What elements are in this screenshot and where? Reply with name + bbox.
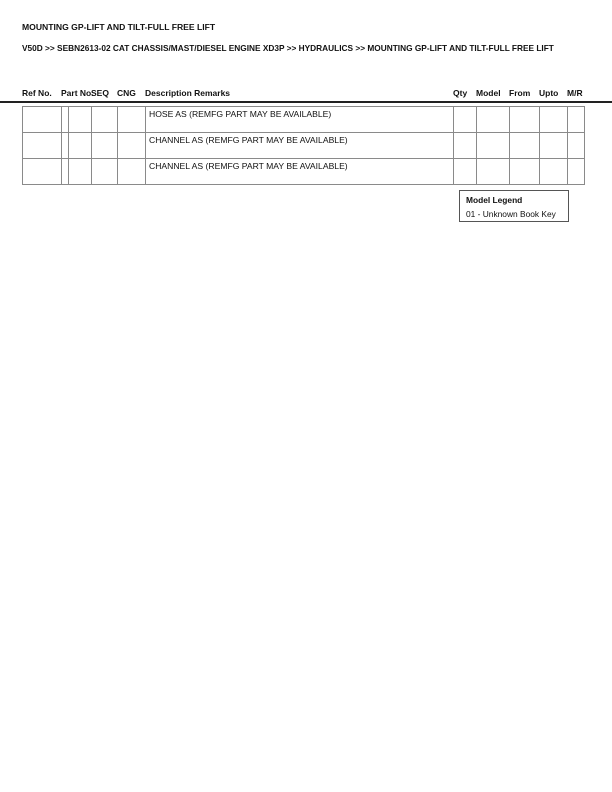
table-cell	[118, 133, 146, 159]
table-cell	[477, 159, 510, 185]
table-cell	[540, 133, 568, 159]
table-cell	[23, 159, 62, 185]
table-cell	[62, 107, 69, 133]
table-cell	[568, 107, 585, 133]
col-header-ref-no: Ref No.	[22, 88, 52, 98]
model-legend-title: Model Legend	[466, 195, 523, 205]
description-cell: HOSE AS (REMFG PART MAY BE AVAILABLE)	[146, 107, 454, 133]
description-cell: CHANNEL AS (REMFG PART MAY BE AVAILABLE)	[146, 133, 454, 159]
col-header-upto: Upto	[539, 88, 559, 98]
table-row	[23, 159, 585, 185]
table-row	[23, 133, 585, 159]
header-divider	[0, 101, 612, 103]
col-header-from: From	[509, 88, 531, 98]
col-header-part-no: Part No.	[61, 88, 94, 98]
table-cell	[510, 133, 540, 159]
table-row	[23, 107, 585, 133]
table-cell	[540, 159, 568, 185]
table-cell	[510, 159, 540, 185]
parts-table	[22, 106, 585, 185]
page-title: MOUNTING GP-LIFT AND TILT-FULL FREE LIFT	[22, 22, 216, 32]
table-cell	[92, 133, 118, 159]
col-header-seq: SEQ	[91, 88, 109, 98]
table-cell	[92, 159, 118, 185]
col-header-mr: M/R	[567, 88, 583, 98]
table-cell	[568, 133, 585, 159]
table-cell	[69, 159, 92, 185]
table-cell	[454, 107, 477, 133]
table-cell	[477, 107, 510, 133]
table-cell	[477, 133, 510, 159]
model-legend	[459, 190, 569, 222]
table-cell	[62, 159, 69, 185]
table-cell	[23, 133, 62, 159]
col-header-description: Description Remarks	[145, 88, 231, 98]
table-cell	[454, 159, 477, 185]
table-cell	[92, 107, 118, 133]
table-cell	[62, 133, 69, 159]
col-header-qty: Qty	[453, 88, 468, 98]
breadcrumb: V50D >> SEBN2613-02 CAT CHASSIS/MAST/DIESEL ENGINE XD3P >> HYDRAULICS >> MOUNTING GP-LIFT AND TILT-FULL FREE LIFT	[22, 43, 554, 53]
parts-table-body	[23, 107, 585, 185]
table-cell	[454, 133, 477, 159]
model-legend-entry: 01 - Unknown Book Key	[466, 209, 556, 219]
table-cell	[118, 107, 146, 133]
table-cell	[568, 159, 585, 185]
col-header-cng: CNG	[117, 88, 136, 98]
table-cell	[118, 159, 146, 185]
table-cell	[69, 133, 92, 159]
table-cell	[510, 107, 540, 133]
description-cell: CHANNEL AS (REMFG PART MAY BE AVAILABLE)	[146, 159, 454, 185]
table-cell	[540, 107, 568, 133]
col-header-model: Model	[476, 88, 501, 98]
table-cell	[23, 107, 62, 133]
table-cell	[69, 107, 92, 133]
